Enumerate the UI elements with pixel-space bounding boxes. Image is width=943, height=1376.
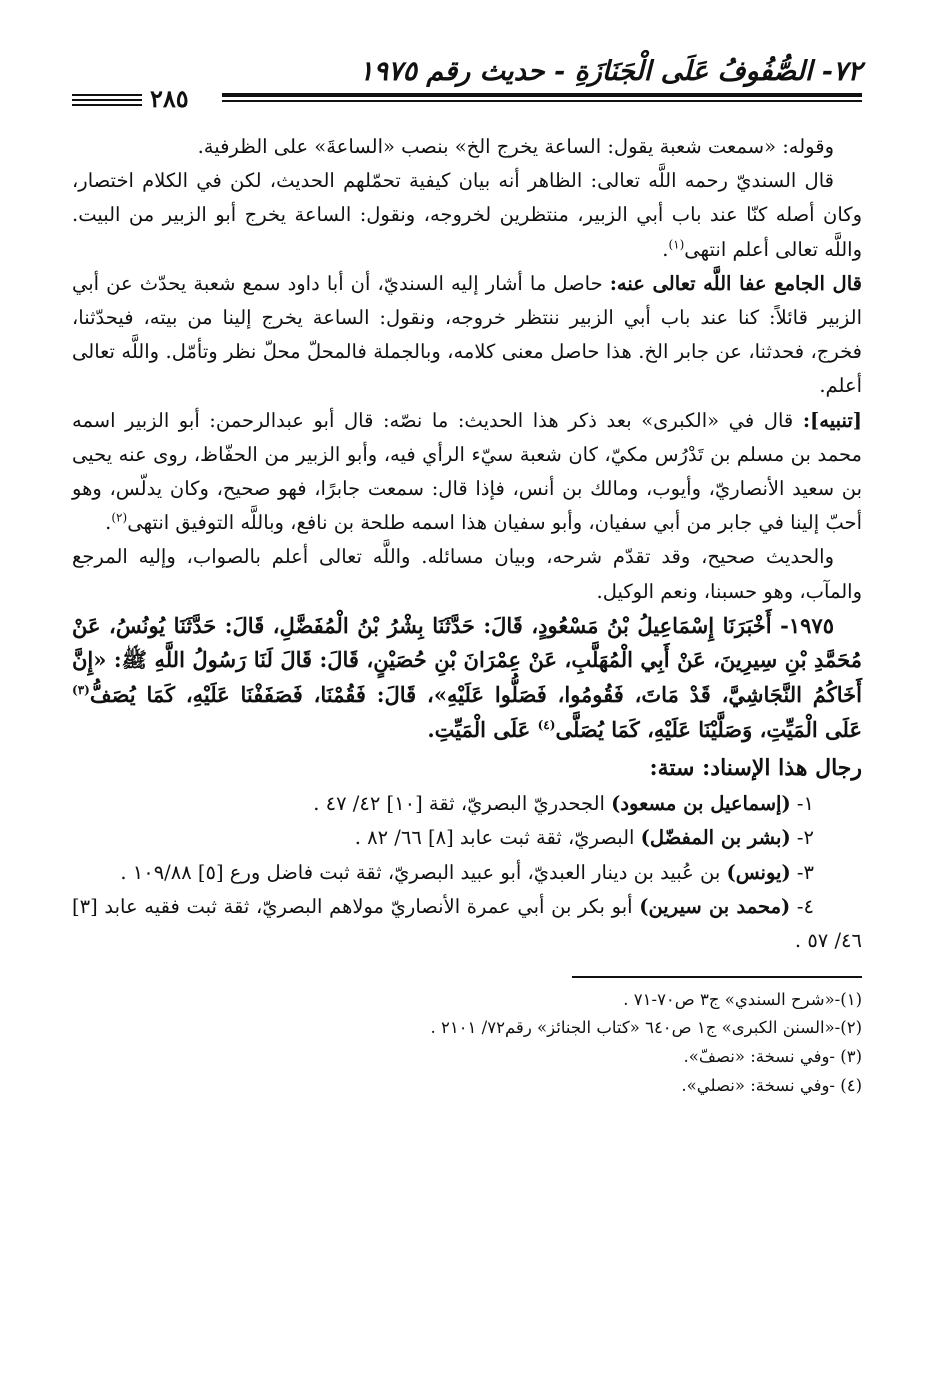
paragraph-text: حاصل ما أشار إليه السنديّ، أن أبا داود سمع شعبة يحدّث عن أبي الزبير قائلاً: كنا عند باب أبي الزبير ننتظر خروجه، ونقول: الساعة يخرج إلينا من بيته، فيحدّثنا، فخرج، فحدثنا، عن جابر الخ. هذا حاصل معنى كلامه، وبالجملة فالمحلّ محلّ نظر وتأمّل. واللَّه تعالى أعلم. (72, 271, 862, 398)
hadith-part: عَلَى الْمَيِّتِ، وَصَلَّيْنَا عَلَيْهِ، كَمَا يُصَلَّى (555, 716, 862, 742)
paragraph-text: قال السنديّ رحمه اللَّه تعالى: الظاهر أنه بيان كيفية تحمّلهم الحديث، لكن في الكلام اختصار، وكان أصله كنّا عند باب أبي الزبير، منتظرين لخروجه، ونقول: الساعة يخرج أبو الزبير من البيت. واللَّه تعالى أعلم انتهى (72, 169, 862, 261)
narrator-number: ٤- (796, 894, 814, 918)
jami-label: قال الجامع عفا اللَّه تعالى عنه: (609, 271, 862, 295)
paragraph: وقوله: «سمعت شعبة يقول: الساعة يخرج الخ» بنصب «الساعةَ» على الظرفية. (197, 135, 834, 158)
footnote-marker: (١) (668, 237, 685, 252)
paragraph: قال السنديّ رحمه اللَّه تعالى: الظاهر أنه بيان كيفية تحمّلهم الحديث، لكن في الكلام اختصار، وكان أصله كنّا عند باب أبي الزبير، منتظرين لخروجه، ونقول: الساعة يخرج أبو الزبير من البيت. واللَّه تعالى أعلم انتهى$^{(١)}$. (72, 169, 862, 261)
narrator-desc: بن عُبيد بن دينار العبديّ، أبو عبيد البصريّ، ثقة ثبت فاضل ورع [٥] ١٠٩/٨٨ . (120, 860, 721, 884)
paragraph (72, 267, 862, 404)
footnote: (٣) -وفي نسخة: «نصفّ». (683, 1046, 862, 1066)
narrator-number: ٣- (796, 860, 814, 884)
main-text (72, 130, 862, 1100)
hadith-part: ١٩٧٥- أَخْبَرَنَا إِسْمَاعِيلُ بْنُ مَسْعُودٍ، قَالَ: حَدَّثَنَا بِشْرُ بْنُ الْمُفَضَّلِ، قَالَ: حَدَّثَنَا يُونُسُ، عَنْ مُحَمَّدِ بْنِ سِيرِينَ، عَنْ أَبِي الْمُهَلَّبِ، عَنْ عِمْرَانَ بْنِ حُصَيْنٍ، قَالَ: قَالَ لَنَا رَسُولُ اللَّهِ ﷺ: «إِنَّ أَخَاكُمُ النَّجَاشِيَّ، قَدْ مَاتَ، فَقُومُوا، فَصَلُّوا عَلَيْهِ»، قَالَ: فَقُمْنَا، فَصَفَفْنَا عَلَيْهِ، كَمَا يُصَفُّ (72, 612, 862, 708)
narrator-entry (72, 890, 862, 958)
footnote-marker: (٤) (537, 717, 556, 732)
paragraph: [تنبيه]: قال في «الكبرى» بعد ذكر هذا الحديث: ما نصّه: قال أبو عبدالرحمن: أبو الزبير اسمه محمد بن مسلم بن تَدْرُس مكيّ، كان شعبة سيّء الرأي فيه، وأبو الزبير من الحفّاظ، روى عنه يحيى بن سعيد الأنصاريّ، وأيوب، ومالك بن أنس، فإذا قال: سمعت جابرًا، فهو صحيح، وكان يدلّس، وهو أحبّ إلينا في جابر من أبي سفيان، وأبو سفيان هذا اسمه طلحة بن نافع، وباللَّه التوفيق انتهى$^{(٢)}$. (72, 408, 863, 535)
footnote-marker: (٢) (111, 510, 128, 525)
narrator-number: ٢- (796, 826, 814, 850)
narrator-name: (إسماعيل بن مسعود) (611, 792, 791, 816)
chapter-title: ٧٢- الصُّفُوفُ عَلَى الْجَنَازَةِ - حديث رقم ١٩٧٥ (358, 56, 862, 87)
hadith-part: عَلَى الْمَيِّتِ. (427, 716, 531, 742)
narrator-desc: البصريّ، ثقة ثبت عابد [٨] ٦٦/ ٨٢ . (354, 826, 635, 850)
narrator-entry (72, 787, 862, 821)
page-number: ٢٨٥ (150, 84, 189, 113)
narrator-name: (يونس) (726, 860, 791, 884)
narrator-entry (72, 856, 862, 890)
footnote: (١)-«شرح السندي» ج٣ ص٧٠-٧١ . (623, 989, 862, 1009)
narrator-name: (بشر بن المفضّل) (640, 826, 791, 850)
footnote: (٢)-«السنن الكبرى» ج١ ص٦٤٠ «كتاب الجنائز» رقم٧٢/ ٢١٠١ . (430, 1018, 862, 1038)
paragraph: والحديث صحيح، وقد تقدّم شرحه، وبيان مسائله. واللَّه تعالى أعلم بالصواب، وإليه المرجع والمآب، وهو حسبنا، ونعم الوكيل. (72, 545, 862, 603)
hadith-text (72, 609, 862, 747)
narrator-desc: الجحدريّ البصريّ، ثقة [١٠] ٤٢/ ٤٧ . (313, 792, 605, 816)
running-header (72, 52, 862, 113)
page-number-lines (72, 94, 142, 109)
footnote: (٤) -وفي نسخة: «نصلي». (681, 1075, 862, 1095)
page-number-area (72, 84, 222, 113)
section-heading: رجال هذا الإسناد: ستة: (649, 755, 862, 782)
narrator-entry (72, 821, 862, 855)
narrator-name: (محمد بن سيرين) (639, 894, 791, 918)
paragraph-text: قال في «الكبرى» بعد ذكر هذا الحديث: ما نصّه: قال أبو عبدالرحمن: أبو الزبير اسمه محمد بن مسلم بن تَدْرُس مكيّ، كان شعبة سيّء الرأي فيه، وأبو الزبير من الحفّاظ، روى عنه يحيى بن سعيد الأنصاريّ، وأيوب، ومالك بن أنس، فإذا قال: سمعت جابرًا، فهو صحيح، وكان يدلّس، وهو أحبّ إلينا في جابر من أبي سفيان، وأبو سفيان هذا اسمه طلحة بن نافع، وباللَّه التوفيق انتهى (72, 408, 862, 535)
narrator-desc: أبو بكر بن أبي عمرة الأنصاريّ مولاهم البصريّ، ثقة ثبت فقيه عابد [٣] ٤٦/ ٥٧ . (72, 894, 862, 953)
book-page (72, 52, 862, 1352)
footnotes (72, 986, 862, 1100)
tanbih-label: [تنبيه]: (802, 408, 863, 432)
footnote-marker: (٣) (72, 683, 90, 698)
narrator-number: ١- (796, 792, 814, 816)
footnote-separator (572, 976, 862, 978)
